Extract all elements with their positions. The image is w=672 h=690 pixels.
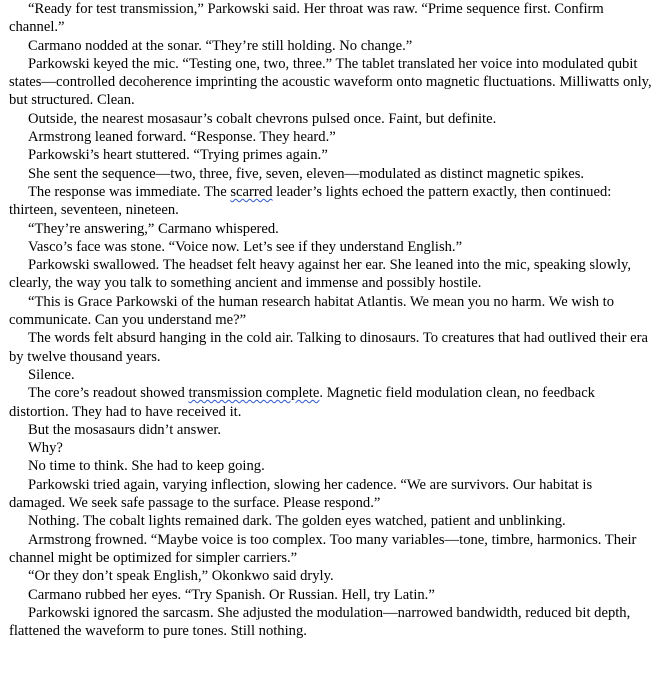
paragraph <box>9 421 652 439</box>
paragraph <box>9 384 652 421</box>
paragraph-text: No time to think. She had to keep going. <box>28 458 265 475</box>
paragraph-text: Carmano rubbed her eyes. “Try Spanish. Or Russian. Hell, try Latin.” <box>28 586 435 603</box>
paragraph-text: The words felt absurd hanging in the cold air. Talking to dinosaurs. To creatures that had outlived their era by twelve thousand years. <box>9 330 648 365</box>
paragraph <box>9 55 652 110</box>
paragraph-text: Why? <box>28 440 63 457</box>
paragraph-text: Nothing. The cobalt lights remained dark. The golden eyes watched, patient and unblinking. <box>28 513 566 530</box>
paragraph <box>9 293 652 330</box>
paragraph <box>9 238 652 256</box>
paragraph-text: “This is Grace Parkowski of the human research habitat Atlantis. We mean you no harm. We wish to communicate. Can you understand me?” <box>9 293 614 329</box>
paragraph <box>9 439 652 457</box>
paragraph-text: Silence. <box>28 366 75 383</box>
paragraph-text: . Magnetic field modulation clean, no feedback distortion. They had to have received it. <box>9 385 595 420</box>
paragraph <box>9 0 652 37</box>
paragraph <box>9 476 652 513</box>
paragraph <box>9 128 652 146</box>
paragraph <box>9 37 652 55</box>
paragraph <box>9 110 652 128</box>
document-body[interactable] <box>9 0 652 640</box>
paragraph-text: leader’s lights echoed the pattern exactly, then continued: thirteen, seventeen, nineteen. <box>9 183 612 219</box>
paragraph <box>9 165 652 183</box>
paragraph-text: Parkowski tried again, varying inflection, slowing her cadence. “We are survivors. Our habitat is damaged. We seek safe passage to the surface. Please respond.” <box>9 476 593 512</box>
paragraph-text: “Or they don’t speak English,” Okonkwo said dryly. <box>28 568 334 585</box>
paragraph-text: She sent the sequence—two, three, five, seven, eleven—modulated as distinct magnetic spikes. <box>28 165 585 182</box>
paragraph-text: Parkowski’s heart stuttered. “Trying primes again.” <box>28 147 328 164</box>
paragraph-text: “They’re answering,” Carmano whispered. <box>28 220 279 237</box>
paragraph <box>9 567 652 585</box>
spellcheck-flagged-text[interactable]: transmission complete <box>188 385 320 402</box>
spellcheck-flagged-text[interactable]: scarred <box>230 183 273 200</box>
paragraph <box>9 183 652 220</box>
paragraph <box>9 329 652 366</box>
paragraph-text: “Ready for test transmission,” Parkowski said. Her throat was raw. “Prime sequence first. Confirm channel.” <box>9 1 604 36</box>
paragraph-text: The response was immediate. The <box>28 183 231 200</box>
paragraph-text: But the mosasaurs didn’t answer. <box>28 421 222 438</box>
paragraph-text: Outside, the nearest mosasaur’s cobalt chevrons pulsed once. Faint, but definite. <box>28 110 497 127</box>
paragraph-text: The core’s readout showed <box>28 385 189 402</box>
paragraph-text: Armstrong leaned forward. “Response. They heard.” <box>28 129 336 146</box>
paragraph <box>9 457 652 475</box>
paragraph <box>9 512 652 530</box>
paragraph <box>9 531 652 568</box>
paragraph <box>9 586 652 604</box>
paragraph-text: Parkowski ignored the sarcasm. She adjusted the modulation—narrowed bandwidth, reduced bit depth, flattened the waveform to pure tones. Still nothing. <box>9 604 631 640</box>
paragraph <box>9 220 652 238</box>
paragraph <box>9 366 652 384</box>
paragraph <box>9 604 652 641</box>
paragraph <box>9 256 652 293</box>
paragraph-text: Vasco’s face was stone. “Voice now. Let’s see if they understand English.” <box>28 238 463 255</box>
paragraph-text: Parkowski swallowed. The headset felt heavy against her ear. She leaned into the mic, speaking slowly, clearly, the way you talk to something ancient and immense and possibly hostile. <box>9 257 632 292</box>
paragraph-text: Parkowski keyed the mic. “Testing one, two, three.” The tablet translated her voice into modulated qubit states—controlled decoherence imprinting the acoustic waveform onto magnetic fluctuations. Milliwatts only, but structured. Clean. <box>9 55 652 109</box>
paragraph <box>9 146 652 164</box>
paragraph-text: Carmano nodded at the sonar. “They’re still holding. No change.” <box>28 37 413 54</box>
paragraph-text: Armstrong frowned. “Maybe voice is too complex. Too many variables—tone, timbre, harmonics. Their channel might be optimized for simpler carriers.” <box>9 531 637 566</box>
